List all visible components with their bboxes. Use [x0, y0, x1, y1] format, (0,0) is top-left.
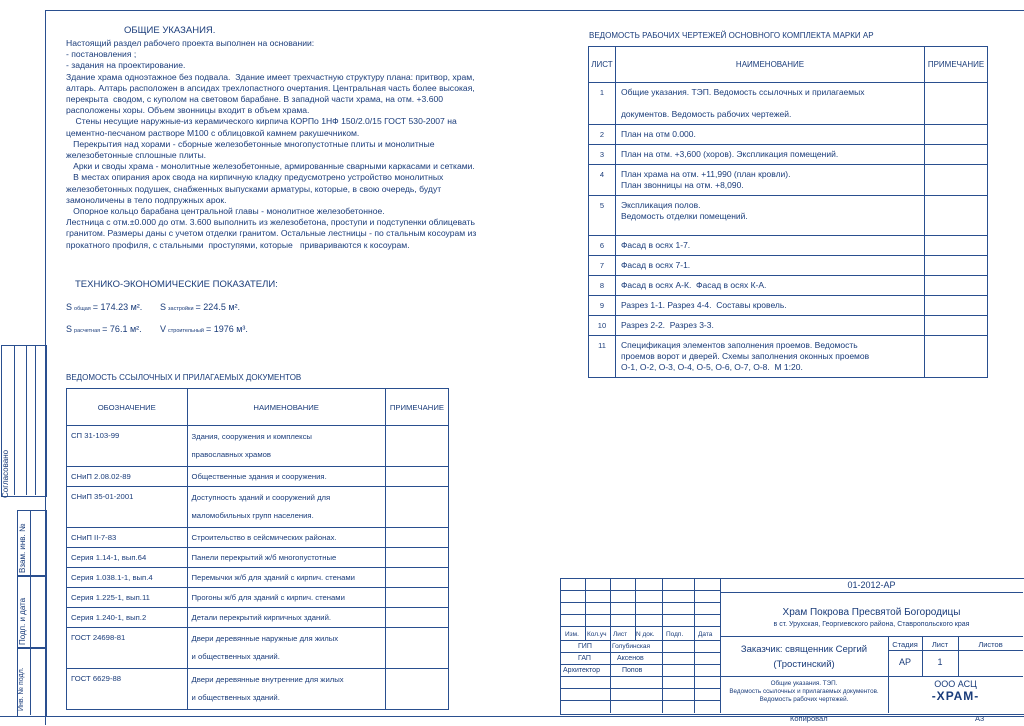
- list-value: 1: [937, 657, 943, 667]
- drawings-note-cell: [925, 256, 988, 276]
- drawings-sheet-cell: 2: [589, 125, 616, 145]
- docs-code-cell: СП 31-103-99: [67, 426, 188, 467]
- docs-table-row: [67, 568, 449, 588]
- docs-name-cell: Детали перекрытий кирпичных зданий.: [187, 608, 385, 628]
- docs-table: [66, 388, 449, 710]
- general-note-line: Арки и своды храма - монолитные железобетонные, армированные сварными каркасами и сетками.: [66, 161, 475, 172]
- drawings-note-cell: [925, 336, 988, 378]
- docs-name-cell: Двери деревянные наружные для жилых и общественных зданий.: [187, 628, 385, 669]
- general-note-line: Стены несущие наружные-из керамического кирпича КОРПо 1НФ 150/2.0/15 ГОСТ 530-2007 на: [66, 116, 457, 127]
- general-note-line: Лестница с отм.±0.000 до отм. 3.600 выполнить из железобетона, проступи и подступенки облицевать: [66, 217, 475, 228]
- drawings-sheet-cell: 1: [589, 83, 616, 125]
- drawings-sheet-cell: 9: [589, 296, 616, 316]
- general-notes-text: [66, 38, 536, 251]
- drawings-sheet-cell: 8: [589, 276, 616, 296]
- docs-note-cell: [385, 568, 448, 588]
- drawings-sheet-cell: 11: [589, 336, 616, 378]
- drawings-table-row: [589, 236, 988, 256]
- docs-table-row: [67, 628, 449, 669]
- customer-line2: (Тростинский): [773, 659, 835, 670]
- org-logo: -ХРАМ-: [931, 689, 980, 703]
- tep-title: ТЕХНИКО-ЭКОНОМИЧЕСКИЕ ПОКАЗАТЕЛИ:: [75, 279, 278, 290]
- drawings-name-cell: Спецификация элементов заполнения проемов. Ведомость проемов ворот и дверей. Схемы заполнения оконных проемов О-1, О-2, О-3, О-4, О-5, О-6, О-7, О-8. М 1:20.: [615, 336, 924, 378]
- docs-name-cell: Панели перекрытий ж/б многопустотные: [187, 548, 385, 568]
- docs-name-cell: Здания, сооружения и комплексы православных храмов: [187, 426, 385, 467]
- drawings-table-row: [589, 83, 988, 125]
- drawings-name-cell: Фасад в осях 1-7.: [615, 236, 924, 256]
- drawings-name-cell: Фасад в осях 7-1.: [615, 256, 924, 276]
- docs-name-cell: Строительство в сейсмических районах.: [187, 528, 385, 548]
- docs-table-row: [67, 467, 449, 487]
- docs-code-cell: Серия 1.225-1, вып.11: [67, 588, 188, 608]
- general-note-line: Перекрытия над хорами - сборные железобетонные многопустотные плиты и монолитные: [66, 138, 435, 149]
- docs-note-cell: [385, 608, 448, 628]
- arch-name: Попов: [622, 667, 643, 674]
- stage-header: Стадия: [892, 640, 918, 649]
- gap-name: Аксенов: [617, 655, 644, 662]
- stamp-left-grid: Изм. Кол.уч Лист N док. Подп. Дата ГИП Голубинская ГАП Аксенов Архитектор Попов: [560, 578, 720, 713]
- general-note-line: Здание храма одноэтажное без подвала. Здание имеет трехчастную структуру плана: притвор, храм,: [66, 71, 475, 82]
- drawings-table-row: [589, 165, 988, 196]
- docs-table-row: [67, 426, 449, 467]
- drawings-name-cell: Фасад в осях А-К. Фасад в осях К-А.: [615, 276, 924, 296]
- docs-name-cell: Перемычки ж/б для зданий с кирпич. стенами: [187, 568, 385, 588]
- docs-note-cell: [385, 426, 448, 467]
- docs-note-cell: [385, 548, 448, 568]
- podp-label: Подп. и дата: [18, 597, 27, 645]
- docs-table-row: [67, 487, 449, 528]
- drawings-table-row: [589, 256, 988, 276]
- drawings-table-row: [589, 316, 988, 336]
- tep-s-general: Sобщая = 174.23 м².: [66, 302, 143, 312]
- general-note-line: перекрыта сводом, с куполом на световом барабане. В западной части храма, на отм. +3.600: [66, 94, 444, 105]
- general-note-line: железобетонные сплошные плиты.: [66, 150, 207, 161]
- docs-note-cell: [385, 669, 448, 710]
- tep-s-build: Sзастройки = 224.5 м².: [160, 302, 241, 312]
- drawings-table: [588, 46, 988, 378]
- general-note-line: прокатного профиля, с стальными проступями, которые привариваются к косоурам.: [66, 239, 410, 250]
- drawings-note-cell: [925, 236, 988, 256]
- general-note-line: расположены хоры. Объем звонницы входит в объем храма.: [66, 105, 310, 116]
- drawings-header-note: ПРИМЕЧАНИЕ: [925, 47, 988, 83]
- general-note-line: Опорное кольцо барабана центральной главы - монолитное железобетонное.: [66, 206, 385, 217]
- drawings-note-cell: [925, 196, 988, 236]
- vzam-label: Взам. инв. №: [18, 523, 27, 573]
- drawings-header-name: НАИМЕНОВАНИЕ: [615, 47, 924, 83]
- drawings-table-row: [589, 145, 988, 165]
- docs-note-cell: [385, 628, 448, 669]
- drawings-sheet-cell: 7: [589, 256, 616, 276]
- docs-note-cell: [385, 487, 448, 528]
- drawings-note-cell: [925, 276, 988, 296]
- drawings-name-cell: План на отм 0.000.: [615, 125, 924, 145]
- agreed-label: Согласовано: [1, 449, 10, 498]
- stage-value: АР: [898, 657, 911, 667]
- docs-header-name: НАИМЕНОВАНИЕ: [187, 389, 385, 426]
- docs-table-row: [67, 608, 449, 628]
- drawings-table-row: [589, 336, 988, 378]
- general-note-line: замоноличены в тело подпружных арок.: [66, 194, 227, 205]
- sheet-description: Общие указания. ТЭП. Ведомость ссылочных и прилагаемых документов. Ведомость рабочих чертежей.: [729, 680, 879, 703]
- drawings-sheet-cell: 6: [589, 236, 616, 256]
- docs-note-cell: [385, 467, 448, 487]
- general-note-line: - задания на проектирование.: [66, 60, 186, 71]
- docs-name-cell: Прогоны ж/б для зданий с кирпич. стенами: [187, 588, 385, 608]
- docs-code-cell: СНиП 2.08.02-89: [67, 467, 188, 487]
- docs-header-note: ПРИМЕЧАНИЕ: [385, 389, 448, 426]
- docs-note-cell: [385, 528, 448, 548]
- docs-table-row: [67, 588, 449, 608]
- drawings-note-cell: [925, 145, 988, 165]
- general-note-line: В местах опирания арок свода на кирпичную кладку предусмотрено устройство монолитных: [66, 172, 444, 183]
- drawings-name-cell: Разрез 2-2. Разрез 3-3.: [615, 316, 924, 336]
- general-note-line: - постановления ;: [66, 49, 137, 60]
- docs-code-cell: Серия 1.038.1-1, вып.4: [67, 568, 188, 588]
- drawings-sheet-cell: 3: [589, 145, 616, 165]
- docs-code-cell: СНиП 35-01-2001: [67, 487, 188, 528]
- docs-table-row: [67, 548, 449, 568]
- project-code: 01-2012-АР: [847, 580, 896, 590]
- docs-table-row: [67, 669, 449, 710]
- gip-role: ГИП: [578, 643, 592, 650]
- docs-name-cell: Общественные здания и сооружения.: [187, 467, 385, 487]
- drawings-table-row: [589, 296, 988, 316]
- drawings-note-cell: [925, 165, 988, 196]
- side-approval-strip: [0, 345, 46, 715]
- object-address: в ст. Урухская, Георгиевского района, Ставропольского края: [773, 621, 970, 628]
- general-note-line: гранитом. Размеры даны с учетом отделки гранитом. Остальные лестницы - по стальным косоурам из: [66, 228, 477, 239]
- drawings-table-row: [589, 125, 988, 145]
- drawings-sheet-cell: 4: [589, 165, 616, 196]
- docs-code-cell: Серия 1.240-1, вып.2: [67, 608, 188, 628]
- format-label: А3: [975, 714, 985, 723]
- docs-table-row: [67, 528, 449, 548]
- general-note-line: алтарь. Алтарь расположен в апсидах трехлопастного очертания. Центральная часть более высокая,: [66, 82, 475, 93]
- gip-name: Голубинская: [612, 643, 650, 650]
- docs-table-title: ВЕДОМОСТЬ ССЫЛОЧНЫХ И ПРИЛАГАЕМЫХ ДОКУМЕНТОВ: [66, 373, 302, 382]
- drawings-sheet-cell: 5: [589, 196, 616, 236]
- docs-note-cell: [385, 588, 448, 608]
- general-note-line: Настоящий раздел рабочего проекта выполнен на основании:: [66, 38, 315, 48]
- copied-label: Копировал: [790, 714, 828, 723]
- drawings-note-cell: [925, 296, 988, 316]
- general-note-line: цементно-песчаном растворе М100 с облицовкой камнем ракушечником.: [66, 127, 360, 138]
- drawings-name-cell: Разрез 1-1. Разрез 4-4. Составы кровель.: [615, 296, 924, 316]
- docs-name-cell: Доступность зданий и сооружений для маломобильных групп населения.: [187, 487, 385, 528]
- docs-code-cell: ГОСТ 24698-81: [67, 628, 188, 669]
- inv-label: Инв. № подл.: [18, 667, 25, 711]
- docs-code-cell: СНиП II-7-83: [67, 528, 188, 548]
- org-name: ООО АСЦ: [934, 679, 977, 689]
- tep-volume: Vстроительный = 1976 м³.: [160, 324, 248, 334]
- drawings-name-cell: Общие указания. ТЭП. Ведомость ссылочных и прилагаемых документов. Ведомость рабочих чертежей.: [615, 83, 924, 125]
- drawings-table-row: [589, 196, 988, 236]
- docs-code-cell: ГОСТ 6629-88: [67, 669, 188, 710]
- bottom-border: [0, 716, 1024, 717]
- drawings-note-cell: [925, 83, 988, 125]
- customer-line1: Заказчик: священник Сергий: [740, 644, 868, 655]
- drawings-name-cell: План храма на отм. +11,990 (план кровли). План звонницы на отм. +8,090.: [615, 165, 924, 196]
- drawings-sheet-cell: 10: [589, 316, 616, 336]
- docs-code-cell: Серия 1.14-1, вып.64: [67, 548, 188, 568]
- drawings-table-row: [589, 276, 988, 296]
- general-note-line: железобетонных подушек, снабженных выпусками арматуры, которые, в свою очередь, будут: [66, 183, 442, 194]
- tep-s-calc: Sрасчетная = 76.1 м².: [66, 324, 142, 334]
- list-header: Лист: [931, 640, 949, 649]
- drawings-name-cell: План на отм. +3,600 (хоров). Экспликация помещений.: [615, 145, 924, 165]
- drawings-note-cell: [925, 316, 988, 336]
- docs-header-code: ОБОЗНАЧЕНИЕ: [67, 389, 188, 426]
- drawings-note-cell: [925, 125, 988, 145]
- drawings-header-sheet: ЛИСТ: [589, 47, 616, 83]
- drawings-name-cell: Экспликация полов. Ведомость отделки помещений.: [615, 196, 924, 236]
- docs-name-cell: Двери деревянные внутренние для жилых и общественных зданий.: [187, 669, 385, 710]
- object-title: Храм Покрова Пресвятой Богородицы: [782, 607, 961, 618]
- lists-header: Листов: [978, 640, 1003, 649]
- drawings-table-title: ВЕДОМОСТЬ РАБОЧИХ ЧЕРТЕЖЕЙ ОСНОВНОГО КОМПЛЕКТА МАРКИ АР: [589, 31, 874, 40]
- general-notes-title: ОБЩИЕ УКАЗАНИЯ.: [124, 25, 216, 36]
- arch-role: Архитектор: [563, 667, 600, 674]
- gap-role: ГАП: [578, 655, 591, 662]
